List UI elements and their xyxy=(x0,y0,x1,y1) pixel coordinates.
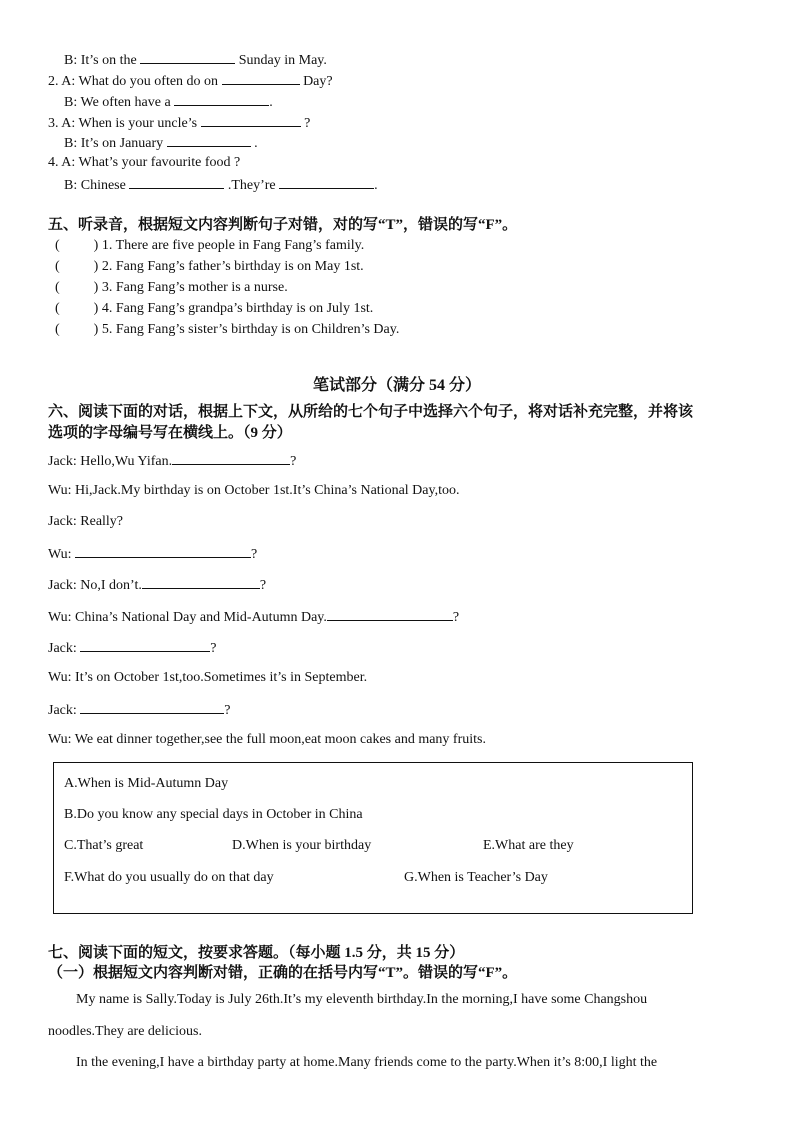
q1-answer-line: B: It’s on the Sunday in May. xyxy=(64,50,327,70)
passage-line: In the evening,I have a birthday party at home.Many friends come to the party.When it’s 8:00,I light the xyxy=(76,1055,658,1070)
dialogue-line: Jack: Hello,Wu Yifan. ? xyxy=(48,451,296,471)
option-c: C.That’s great xyxy=(64,838,144,853)
q2-question-line: 2. A: What do you often do on Day? xyxy=(48,71,333,91)
section5-item: ( ) 4. Fang Fang’s grandpa’s birthday is on July 1st. xyxy=(55,301,374,316)
passage-line: My name is Sally.Today is July 26th.It’s my eleventh birthday.In the morning,I have some Changshou xyxy=(76,992,648,1007)
dialogue-line: Wu: ? xyxy=(48,544,257,564)
section5-item: ( ) 5. Fang Fang’s sister’s birthday is on Children’s Day. xyxy=(55,322,400,337)
option-d: D.When is your birthday xyxy=(232,838,372,853)
dialogue-line: Wu: We eat dinner together,see the full moon,eat moon cakes and many fruits. xyxy=(48,732,486,747)
answer-blank[interactable] xyxy=(75,544,251,558)
dialogue-line: Wu: China’s National Day and Mid-Autumn Day. ? xyxy=(48,607,459,627)
option-b: B.Do you know any special days in October in China xyxy=(64,807,363,822)
option-e: E.What are they xyxy=(483,838,574,853)
option-g: G.When is Teacher’s Day xyxy=(404,870,548,885)
answer-blank[interactable] xyxy=(140,50,235,64)
option-a: A.When is Mid-Autumn Day xyxy=(64,776,229,791)
passage-line: noodles.They are delicious. xyxy=(48,1024,202,1039)
q3-question-line: 3. A: When is your uncle’s ? xyxy=(48,113,310,133)
q3-answer-line: B: It’s on January . xyxy=(64,133,258,153)
answer-blank[interactable] xyxy=(80,638,210,652)
dialogue-line: Wu: Hi,Jack.My birthday is on October 1st.It’s China’s National Day,too. xyxy=(48,483,460,498)
dialogue-line: Jack: No,I don’t. ? xyxy=(48,575,266,595)
answer-blank[interactable] xyxy=(167,133,251,147)
q4-answer-line: B: Chinese .They’re . xyxy=(64,175,378,195)
answer-blank[interactable] xyxy=(327,607,453,621)
answer-blank[interactable] xyxy=(80,700,224,714)
q4-question-line: 4. A: What’s your favourite food ? xyxy=(48,155,241,170)
dialogue-line: Jack: Really? xyxy=(48,514,124,529)
answer-blank[interactable] xyxy=(279,175,374,189)
option-f: F.What do you usually do on that day xyxy=(64,870,274,885)
written-part-title: 笔试部分（满分 54 分） xyxy=(312,377,481,394)
answer-blank[interactable] xyxy=(172,451,290,465)
section6-title-line1: 六、阅读下面的对话，根据上下文，从所给的七个句子中选择六个句子，将对话补充完整，并将该 xyxy=(48,404,694,420)
answer-blank[interactable] xyxy=(222,71,300,85)
section5-item: ( ) 3. Fang Fang’s mother is a nurse. xyxy=(55,280,288,295)
q2-answer-line: B: We often have a . xyxy=(64,92,273,112)
section7-subtitle: （一）根据短文内容判断对错，正确的在括号内写“T”。错误的写“F”。 xyxy=(48,965,518,981)
dialogue-line: Wu: It’s on October 1st,too.Sometimes it’s in September. xyxy=(48,670,368,685)
options-box xyxy=(53,762,693,914)
answer-blank[interactable] xyxy=(142,575,260,589)
section6-title-line2: 选项的字母编号写在横线上。（9 分） xyxy=(48,425,292,441)
section5-item: ( ) 2. Fang Fang’s father’s birthday is on May 1st. xyxy=(55,259,364,274)
answer-blank[interactable] xyxy=(174,92,269,106)
dialogue-line: Jack: ? xyxy=(48,700,230,720)
answer-blank[interactable] xyxy=(129,175,224,189)
answer-blank[interactable] xyxy=(201,113,301,127)
section7-title: 七、阅读下面的短文，按要求答题。（每小题 1.5 分，共 15 分） xyxy=(48,945,465,961)
section5-item: ( ) 1. There are five people in Fang Fang’s family. xyxy=(55,238,365,253)
dialogue-line: Jack: ? xyxy=(48,638,216,658)
section5-title: 五、听录音，根据短文内容判断句子对错，对的写“T”，错误的写“F”。 xyxy=(48,217,518,233)
